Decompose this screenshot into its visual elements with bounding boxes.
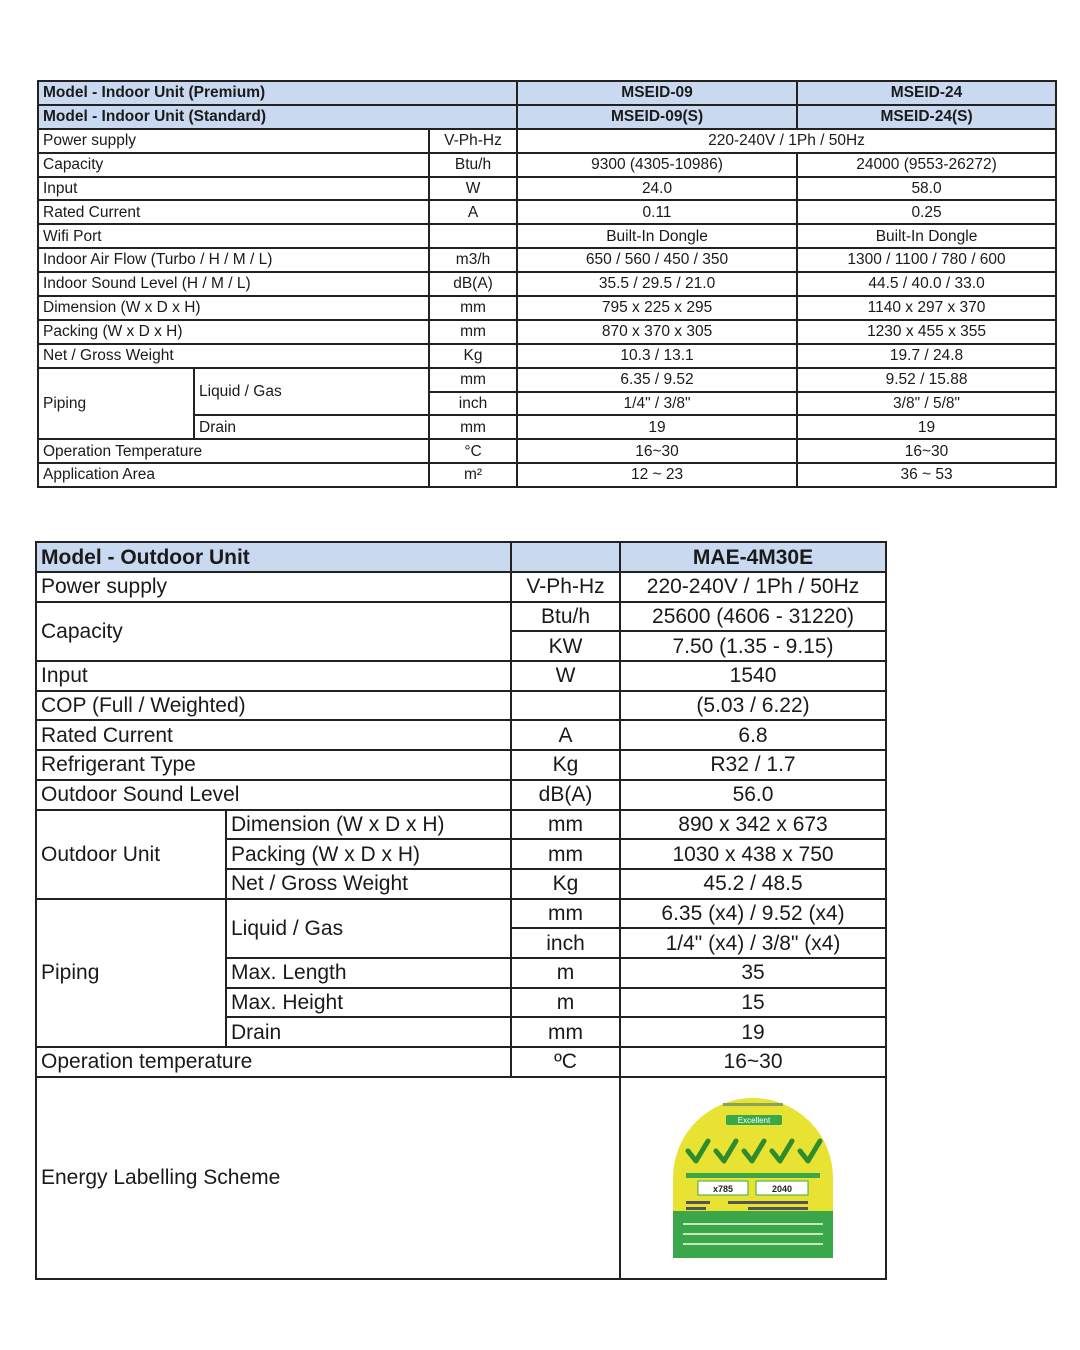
row-label: Operation Temperature [38,439,429,463]
row-label: Refrigerant Type [36,750,511,780]
row-value-2: 1300 / 1100 / 780 / 600 [797,248,1056,272]
table-row [36,691,886,721]
row-value-2: 19.7 / 24.8 [797,344,1056,368]
row-value-1: 6.35 / 9.52 [517,368,797,392]
row-value: 25600 (4606 - 31220) [620,602,886,632]
row-label: Outdoor Sound Level [36,780,511,810]
row-unit: inch [429,392,517,416]
table-row [38,224,1056,248]
energy-rating-text: Excellent [737,1115,771,1125]
row-label: Wifi Port [38,224,429,248]
row-value-2: 0.25 [797,200,1056,224]
table-row [36,602,886,632]
row-unit [511,691,620,721]
row-value: 56.0 [620,780,886,810]
table-row [36,780,886,810]
table-row [36,810,886,840]
row-value-2: 24000 (9553-26272) [797,153,1056,177]
model-premium-2: MSEID-24 [797,81,1056,105]
table-row [38,463,1056,487]
row-value-1: 19 [517,415,797,439]
capacity-label: Capacity [36,602,511,661]
row-unit: m² [429,463,517,487]
row-unit [429,224,517,248]
row-label: Input [38,177,429,201]
row-value: 890 x 342 x 673 [620,810,886,840]
table-row [38,272,1056,296]
row-value-2: 44.5 / 40.0 / 33.0 [797,272,1056,296]
row-label: Rated Current [38,200,429,224]
row-label: Drain [226,1017,511,1047]
row-label: COP (Full / Weighted) [36,691,511,721]
piping-label: Piping [36,899,226,1047]
energy-label-row [36,1077,886,1279]
row-value-2: 58.0 [797,177,1056,201]
row-unit: Kg [511,750,620,780]
row-value: 19 [620,1017,886,1047]
row-label: Power supply [36,572,511,602]
indoor-premium-header: Model - Indoor Unit (Premium) [38,81,517,105]
energy-label-badge [668,1093,838,1263]
row-label: Power supply [38,129,429,153]
row-value-2: 36 ~ 53 [797,463,1056,487]
outdoor-header: Model - Outdoor Unit [36,542,511,572]
liquid-gas-label: Liquid / Gas [194,368,429,416]
row-unit: mm [511,1017,620,1047]
row-label: Operation temperature [36,1047,511,1077]
drain-label: Drain [194,415,429,439]
row-unit: A [511,720,620,750]
row-value-1: 1/4" / 3/8" [517,392,797,416]
row-value-1: 0.11 [517,200,797,224]
row-unit: dB(A) [511,780,620,810]
row-unit: Btu/h [429,153,517,177]
row-label: Packing (W x D x H) [38,320,429,344]
row-value: 220-240V / 1Ph / 50Hz [620,572,886,602]
row-unit: m [511,958,620,988]
table-row [36,572,886,602]
row-value-2: 9.52 / 15.88 [797,368,1056,392]
row-value-2: 19 [797,415,1056,439]
energy-label-cell [620,1077,886,1279]
table-row [38,368,1056,392]
row-unit: V-Ph-Hz [511,572,620,602]
outdoor-unit-label: Outdoor Unit [36,810,226,899]
indoor-standard-header: Model - Indoor Unit (Standard) [38,105,517,129]
table-row [38,296,1056,320]
piping-label: Piping [38,368,194,440]
row-unit: mm [511,839,620,869]
row-unit: mm [511,899,620,929]
row-value: 6.8 [620,720,886,750]
model-standard-1: MSEID-09(S) [517,105,797,129]
table-row [38,177,1056,201]
row-unit: Kg [429,344,517,368]
row-value-2: 1230 x 455 x 355 [797,320,1056,344]
row-value: 1/4" (x4) / 3/8" (x4) [620,928,886,958]
table-row [38,129,1056,153]
row-label: Indoor Air Flow (Turbo / H / M / L) [38,248,429,272]
row-unit: A [429,200,517,224]
table-row [38,153,1056,177]
row-unit: °C [429,439,517,463]
row-value: 16~30 [620,1047,886,1077]
row-label: Input [36,661,511,691]
row-unit: mm [429,368,517,392]
table-row [38,248,1056,272]
energy-figure-b: 2040 [772,1183,793,1194]
table-row [36,661,886,691]
row-value: 35 [620,958,886,988]
outdoor-header-row [36,542,886,572]
row-label: Max. Length [226,958,511,988]
liquid-gas-label: Liquid / Gas [226,899,511,958]
row-value: R32 / 1.7 [620,750,886,780]
table-row [36,720,886,750]
row-value-1: 9300 (4305-10986) [517,153,797,177]
row-label: Rated Current [36,720,511,750]
table-row [38,344,1056,368]
row-unit: dB(A) [429,272,517,296]
row-value-1: 24.0 [517,177,797,201]
table-row [36,899,886,929]
outdoor-spec-table [35,541,887,1280]
row-label: Indoor Sound Level (H / M / L) [38,272,429,296]
row-value-1: 650 / 560 / 450 / 350 [517,248,797,272]
row-value: 1540 [620,661,886,691]
row-unit: mm [511,810,620,840]
row-label: Dimension (W x D x H) [38,296,429,320]
row-label: Application Area [38,463,429,487]
row-label: Net / Gross Weight [226,869,511,899]
row-unit: m3/h [429,248,517,272]
row-value-1: 870 x 370 x 305 [517,320,797,344]
indoor-standard-row [38,105,1056,129]
row-label: Capacity [38,153,429,177]
row-value-1: 12 ~ 23 [517,463,797,487]
row-value: 45.2 / 48.5 [620,869,886,899]
row-unit: inch [511,928,620,958]
table-row [36,1047,886,1077]
row-unit: W [429,177,517,201]
outdoor-model: MAE-4M30E [620,542,886,572]
energy-label-caption: Energy Labelling Scheme [36,1077,620,1279]
indoor-spec-table [37,80,1057,488]
row-value: 15 [620,988,886,1018]
table-row [36,750,886,780]
row-label: Net / Gross Weight [38,344,429,368]
table-row [38,200,1056,224]
row-unit: mm [429,320,517,344]
model-standard-2: MSEID-24(S) [797,105,1056,129]
row-value-2: 16~30 [797,439,1056,463]
energy-figure-a: x785 [713,1183,734,1194]
row-unit: W [511,661,620,691]
row-unit: m [511,988,620,1018]
row-label: Dimension (W x D x H) [226,810,511,840]
table-row [38,320,1056,344]
row-unit: Btu/h [511,602,620,632]
table-row [38,439,1056,463]
row-unit: mm [429,415,517,439]
row-unit: KW [511,631,620,661]
energy-label-wrap [625,1078,881,1278]
row-value: 220-240V / 1Ph / 50Hz [517,129,1056,153]
row-label: Max. Height [226,988,511,1018]
row-value-1: 795 x 225 x 295 [517,296,797,320]
outdoor-header-unit [511,542,620,572]
row-value: 1030 x 438 x 750 [620,839,886,869]
row-value-2: Built-In Dongle [797,224,1056,248]
row-unit: V-Ph-Hz [429,129,517,153]
row-value-2: 3/8" / 5/8" [797,392,1056,416]
row-unit: mm [429,296,517,320]
indoor-premium-row [38,81,1056,105]
row-value: 6.35 (x4) / 9.52 (x4) [620,899,886,929]
row-value-2: 1140 x 297 x 370 [797,296,1056,320]
row-label: Packing (W x D x H) [226,839,511,869]
row-value: 7.50 (1.35 - 9.15) [620,631,886,661]
row-value: (5.03 / 6.22) [620,691,886,721]
row-unit: Kg [511,869,620,899]
row-value-1: 35.5 / 29.5 / 21.0 [517,272,797,296]
row-value-1: 16~30 [517,439,797,463]
row-unit: ºC [511,1047,620,1077]
row-value-1: Built-In Dongle [517,224,797,248]
row-value-1: 10.3 / 13.1 [517,344,797,368]
model-premium-1: MSEID-09 [517,81,797,105]
